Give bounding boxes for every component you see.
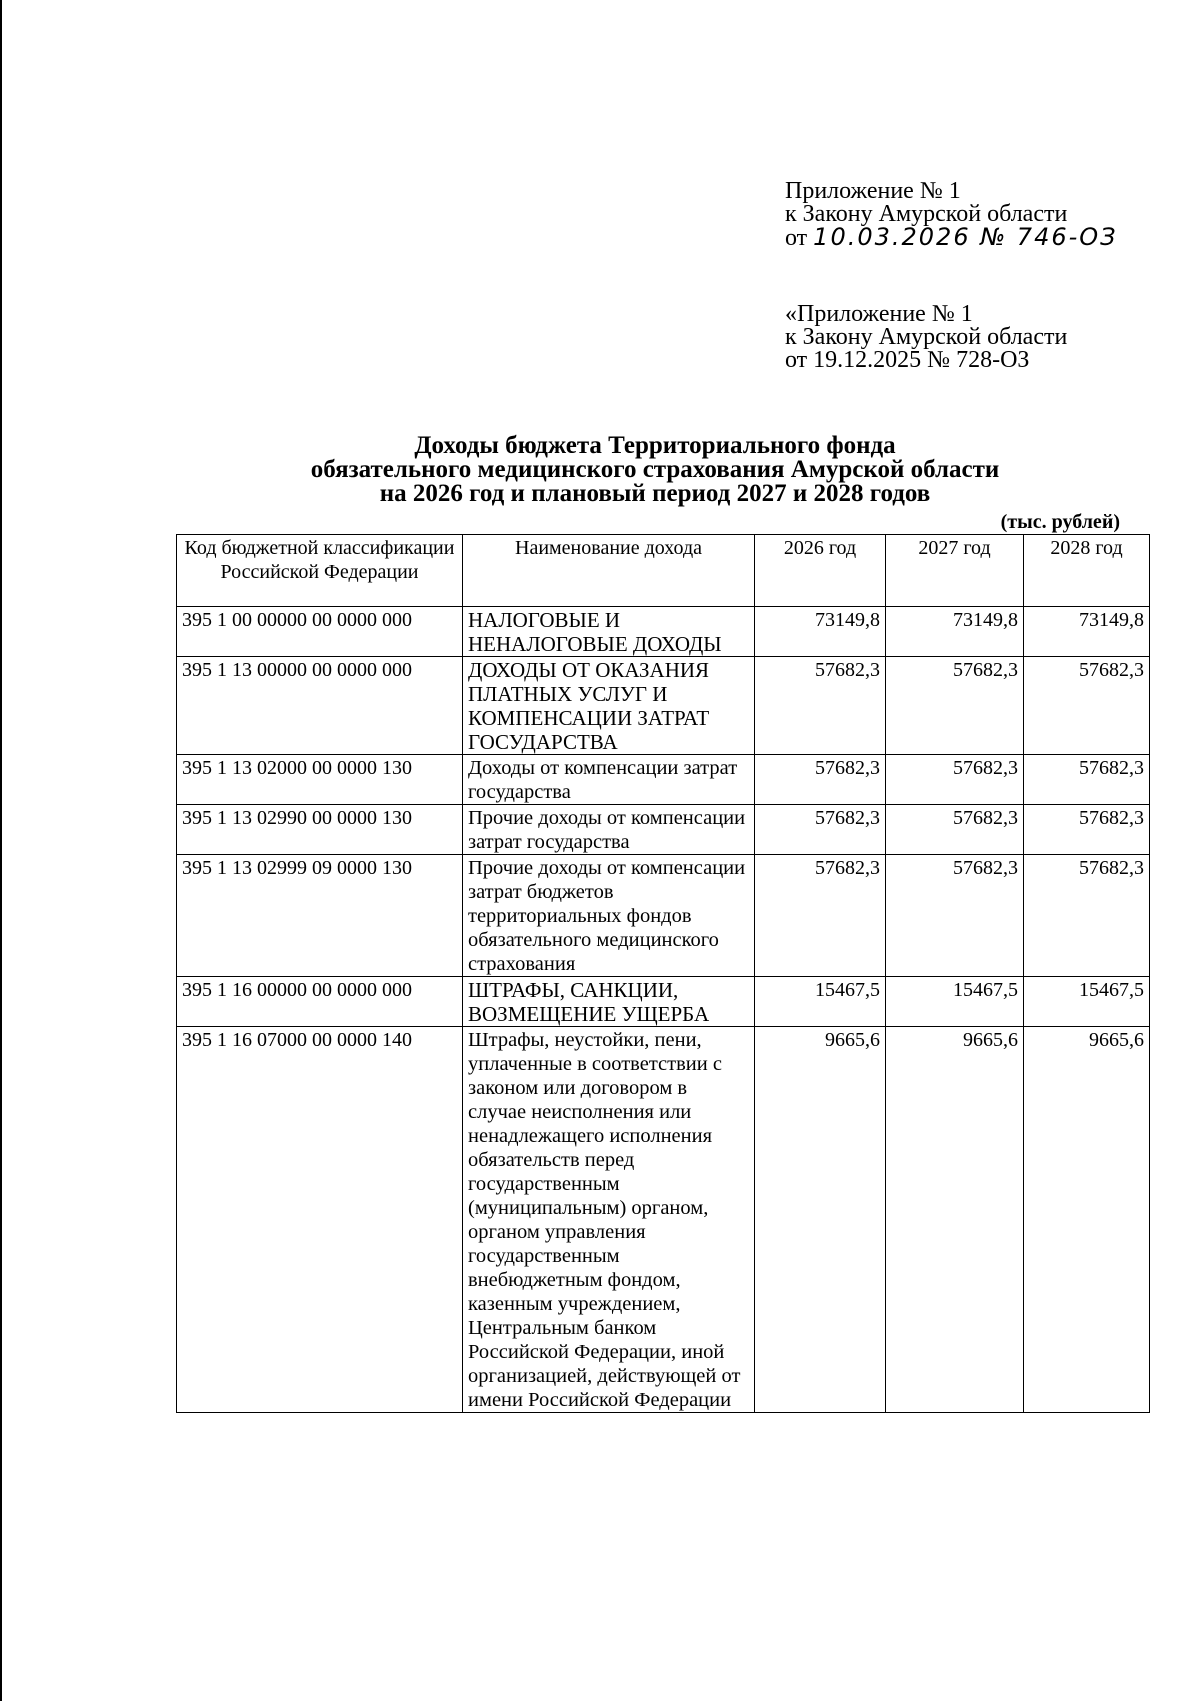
table-header-row [177, 535, 1150, 607]
row-value-2028: 57682,3 [1024, 855, 1150, 977]
row-name: Прочие доходы от компенсации затрат бюджетов территориальных фондов обязательного медицинского страхования [463, 855, 755, 977]
row-value-2028: 57682,3 [1024, 657, 1150, 755]
row-code: 395 1 00 00000 00 0000 000 [177, 607, 463, 657]
row-name: ДОХОДЫ ОТ ОКАЗАНИЯ ПЛАТНЫХ УСЛУГ И КОМПЕНСАЦИИ ЗАТРАТ ГОСУДАРСТВА [463, 657, 755, 755]
title-line3: на 2026 год и плановый период 2027 и 2028 годов [379, 480, 931, 507]
row-value-2026: 57682,3 [755, 755, 886, 805]
row-name: НАЛОГОВЫЕ И НЕНАЛОГОВЫЕ ДОХОДЫ [463, 607, 755, 657]
table-row [177, 855, 1150, 977]
row-code: 395 1 13 02999 09 0000 130 [177, 855, 463, 977]
appendix-new-header [785, 180, 1118, 250]
title-line2: обязательного медицинского страхования Амурской области [310, 456, 1000, 483]
table-row [177, 607, 1150, 657]
row-value-2028: 9665,6 [1024, 1027, 1150, 1413]
header-2027: 2027 год [886, 535, 1024, 607]
title-line1: Доходы бюджета Территориального фонда [414, 432, 896, 459]
row-name: Штрафы, неустойки, пени, уплаченные в соответствии с законом или договором в случае неисполнения или ненадлежащего исполнения обязательств перед государственным (муниципальным) органом, органом управления государственным внебюджетным фондом, казенным учреждением, Центральным банком Российской Федерации, иной организацией, действующей от имени Российской Федерации [463, 1027, 755, 1413]
table-row [177, 977, 1150, 1027]
appendix-original-header [785, 303, 1067, 372]
appendix-new-line1: Приложение № 1 [785, 178, 961, 204]
appendix-new-line2: к Закону Амурской области [785, 201, 1068, 227]
header-2028: 2028 год [1024, 535, 1150, 607]
row-value-2028: 57682,3 [1024, 805, 1150, 855]
row-value-2026: 57682,3 [755, 805, 886, 855]
appendix-original-line1: «Приложение № 1 [785, 301, 973, 327]
row-value-2027: 57682,3 [886, 805, 1024, 855]
row-value-2028: 57682,3 [1024, 755, 1150, 805]
row-code: 395 1 13 02000 00 0000 130 [177, 755, 463, 805]
row-name: ШТРАФЫ, САНКЦИИ, ВОЗМЕЩЕНИЕ УЩЕРБА [463, 977, 755, 1027]
row-value-2027: 9665,6 [886, 1027, 1024, 1413]
appendix-original-line2: к Закону Амурской области [785, 324, 1068, 350]
appendix-new-line3 [785, 223, 1118, 251]
row-value-2026: 57682,3 [755, 855, 886, 977]
header-2026: 2026 год [755, 535, 886, 607]
units-label: (тыс. рублей) [1000, 511, 1120, 533]
income-table [176, 534, 1150, 1413]
row-value-2026: 73149,8 [755, 607, 886, 657]
row-value-2028: 15467,5 [1024, 977, 1150, 1027]
table-row [177, 805, 1150, 855]
row-name: Доходы от компенсации затрат государства [463, 755, 755, 805]
row-code: 395 1 13 02990 00 0000 130 [177, 805, 463, 855]
appendix-new-date-prefix: от [785, 225, 808, 251]
row-code: 395 1 13 00000 00 0000 000 [177, 657, 463, 755]
scan-edge-line [0, 0, 2, 1701]
row-value-2028: 73149,8 [1024, 607, 1150, 657]
header-name: Наименование дохода [463, 535, 755, 607]
row-name: Прочие доходы от компенсации затрат государства [463, 805, 755, 855]
row-value-2027: 15467,5 [886, 977, 1024, 1027]
handwritten-date-number: 10.03.2026 № 746-ОЗ [813, 223, 1118, 251]
row-value-2026: 9665,6 [755, 1027, 886, 1413]
header-code: Код бюджетной классификации Российской Федерации [177, 535, 463, 607]
row-value-2026: 15467,5 [755, 977, 886, 1027]
row-value-2027: 57682,3 [886, 657, 1024, 755]
table-row [177, 1027, 1150, 1413]
appendix-original-line3: от 19.12.2025 № 728-ОЗ [785, 347, 1030, 373]
row-value-2026: 57682,3 [755, 657, 886, 755]
table-row [177, 755, 1150, 805]
table-row [177, 657, 1150, 755]
document-title [160, 434, 1150, 506]
row-code: 395 1 16 07000 00 0000 140 [177, 1027, 463, 1413]
row-value-2027: 73149,8 [886, 607, 1024, 657]
row-value-2027: 57682,3 [886, 855, 1024, 977]
row-code: 395 1 16 00000 00 0000 000 [177, 977, 463, 1027]
row-value-2027: 57682,3 [886, 755, 1024, 805]
